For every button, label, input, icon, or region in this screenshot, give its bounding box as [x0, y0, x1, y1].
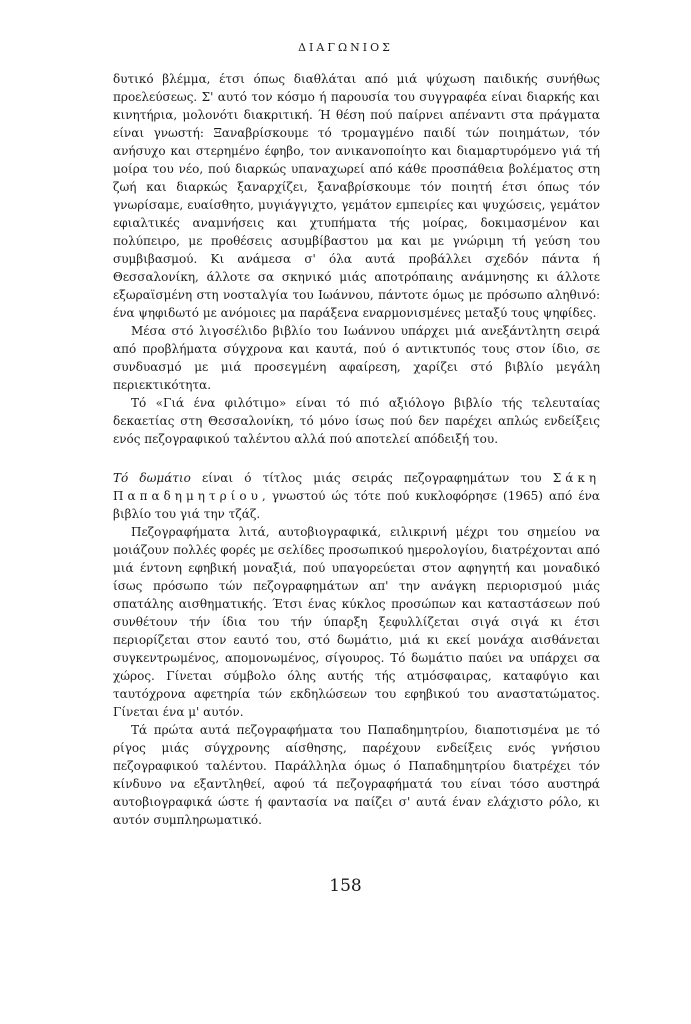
- body-text: [113, 70, 600, 829]
- page-number: 158: [329, 876, 362, 896]
- running-header: ΔΙΑΓΩΝΙΟΣ: [298, 41, 393, 54]
- paragraph: δυτικό βλέμμα, έτσι όπως διαθλάται από μιά ψύχωση παιδικής συνήθως προελεύσεως. Σ' αυτό τον κόσμο ή παρουσία του συγγραφέα είναι διαρκής και κινητήρια, μολονότι διακριτική. Ή θέση πού παίρνει απέναντι στα πράγματα είναι γνωστή: Ξαναβρίσκουμε τό τρομαγμένο παιδί τών ποιημάτων, τόν ανήσυχο και στερημένο έφηβο, τον ανικανοποίητο και διαμαρτυρόμενο γιά τή μοίρα του νέο, πού διαρκώς υπαναχωρεί από κάθε προσπάθεια βολέματος στη ζωή και διαρκώς ξαναρχίζει, ξαναβρίσκουμε τόν ποιητή έτσι όπως τόν γνωρίσαμε, ευαίσθητο, μυγιάγγιχτο, γεμάτον εμπειρίες και ψυχώσεις, γεμάτον εφιαλτικές αναμνήσεις και χτυπήματα τής μοίρας, δοκιμασμένον και πολύπειρο, με προθέσεις ασυμβίβαστου μα και με γνώριμη τή γεύση του συμβιβασμού. Κι ανάμεσα σ' όλα αυτά προβάλλει σχεδόν πάντα ή Θεσσαλονίκη, άλλοτε σα σκηνικό μιάς αποτρόπαιης ανάμνησης κι άλλοτε εξωραϊσμένη στη νοσταλγία του Ιωάννου, πάντοτε όμως με πρόσωπο αληθινό: ένα ψηφιδωτό με ανόμοιες μα παράξενα εναρμονισμένες μεταξύ τους ψηφίδες.: [113, 72, 600, 320]
- paragraph: Πεζογραφήματα λιτά, αυτοβιογραφικά, ειλικρινή μέχρι του σημείου να μοιάζουν πολλές φορές με σελίδες προσωπικού ημερολογίου, διατρέχονται από μιά έντονη εφηβική μοναξιά, πού υπαγορεύεται στον αφηγητή και μοναδικό ίσως πρόσωπο τών πεζογραφημάτων απ' την ανάγκη περιορισμού μιάς σπατάλης αισθηματικής. Έτσι ένας κύκλος προσώπων και καταστάσεων πού συνθέτουν τήν ίδια του τήν ύπαρξη ξεφυλλίζεται σιγά σιγά κι έτσι περιορίζεται στον εαυτό του, στό δωμάτιο, μιά κι εκεί μονάχα αισθάνεται συγκεντρωμένος, απομονωμένος, σίγουρος. Τό δωμάτιο παύει να υπάρχει σα χώρος. Γίνεται σύμβολο όλης αυτής τής ατμόσφαιρας, καταφύγιο και ταυτόχρονα αφετηρία τών εκδηλώσεων του εφηβικού του αναστατώματος. Γίνεται ένα μ' αυτόν.: [113, 525, 600, 719]
- intro-text: είναι ό τίτλος μιάς σειράς πεζογραφημάτων του: [190, 471, 553, 485]
- section-intro-paragraph: [113, 469, 600, 523]
- section-gap: [113, 448, 600, 469]
- book-title: Τό δωμάτιο: [113, 471, 191, 485]
- intro-text-end: , γνωστού ώς τότε πού κυκλοφόρησε (1965) από ένα βιβλίο του γιά την τζάζ.: [113, 489, 600, 521]
- paragraph: Μέσα στό λιγοσέλιδο βιβλίο του Ιωάννου υπάρχει μιά ανεξάντλητη σειρά από προβλήματα σύγχρονα και καυτά, πού ό αντικτυπός τους στον ίδιο, σε συνδυασμό με μιά προσεγμένη αφαίρεση, χαρίζει στό βιβλίο μεγάλη περιεκτικότητα.: [113, 324, 600, 392]
- paragraph: Τά πρώτα αυτά πεζογραφήματα του Παπαδημητρίου, διαποτισμένα με τό ρίγος μιάς σύγχρονης αίσθησης, παρέχουν ενδείξεις ενός γνήσιου πεζογραφικού ταλέντου. Παράλληλα όμως ό Παπαδημητρίου διατρέχει τόν κίνδυνο να εξαντληθεί, αφού τά πεζογραφήματά του είναι τόσο αυστηρά αυτοβιογραφικά ώστε ή φαντασία να παίζει σ' αυτά έναν ελάχιστο ρόλο, κι αυτόν συμπληρωματικό.: [113, 723, 600, 827]
- author-name: Σάκη Παπαδημητρίου: [113, 471, 601, 503]
- paragraph: Τό «Γιά ένα φιλότιμο» είναι τό πιό αξιόλογο βιβλίο τής τελευταίας δεκαετίας στη Θεσσαλονίκη, τό μόνο ίσως πού δεν παρέχει απλώς ενδείξεις ενός πεζογραφικού ταλέντου αλλά πού αποτελεί απόδειξή του.: [113, 396, 600, 446]
